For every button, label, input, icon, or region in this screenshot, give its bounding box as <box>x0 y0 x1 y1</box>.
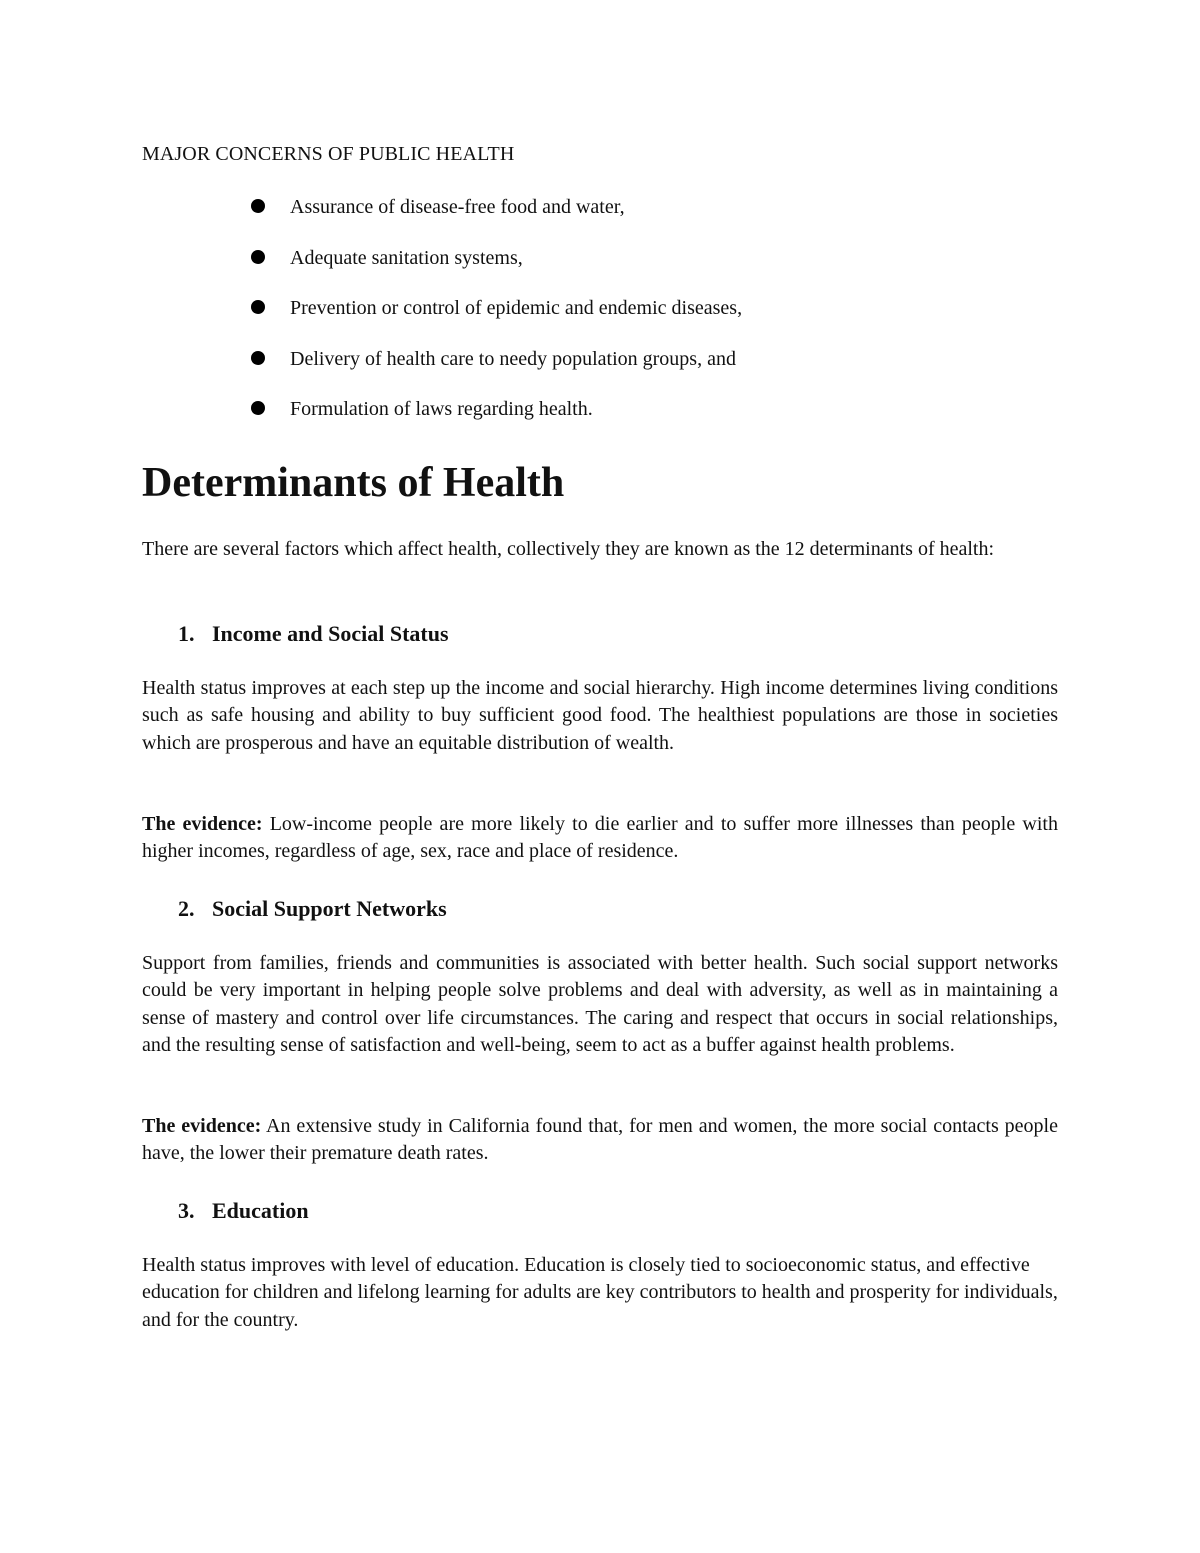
list-item <box>142 395 742 446</box>
evidence-label: The evidence: <box>142 1115 262 1137</box>
list-item-text: Delivery of health care to needy population groups, and <box>290 347 736 370</box>
section-heading-social-support <box>178 894 447 924</box>
bullet-icon <box>251 250 265 264</box>
section-title: Education <box>212 1198 309 1223</box>
bullet-icon <box>251 351 265 365</box>
section-title: Income and Social Status <box>212 621 449 646</box>
list-item <box>142 294 742 345</box>
list-item <box>142 193 742 244</box>
list-item <box>142 345 742 396</box>
section-heading-income <box>178 619 449 649</box>
bullet-icon <box>251 401 265 415</box>
list-item-text: Assurance of disease-free food and water, <box>290 196 625 218</box>
evidence-text: An extensive study in California found that, for men and women, the more social contacts people have, the lower their premature death rates. <box>142 1115 1058 1165</box>
section-body-income: Health status improves at each step up the income and social hierarchy. High income determines living conditions such as safe housing and ability to buy sufficient good food. The healthiest populations are those in societies which are prosperous and have an equitable distribution of wealth. <box>142 677 1058 754</box>
major-concerns-list <box>142 193 742 446</box>
section-body-social-support: Support from families, friends and communities is associated with better health. Such social support networks could be very important in helping people solve problems and deal with adversity, as well as in maintaining a sense of mastery and control over life circumstances. The caring and respect that occurs in social relationships, and the resulting sense of satisfaction and well-being, seem to act as a buffer against health problems. <box>142 952 1058 1056</box>
evidence-text: Low-income people are more likely to die earlier and to suffer more illnesses than people with higher incomes, regardless of age, sex, race and place of residence. <box>142 813 1058 863</box>
list-item-text: Adequate sanitation systems, <box>290 246 523 269</box>
major-concerns-title: MAJOR CONCERNS OF PUBLIC HEALTH <box>142 143 515 165</box>
list-item <box>142 244 742 295</box>
bullet-icon <box>251 199 265 213</box>
list-item-text: Formulation of laws regarding health. <box>290 398 593 420</box>
evidence-label: The evidence: <box>142 813 263 835</box>
determinants-heading: Determinants of Health <box>142 460 565 506</box>
list-item-text: Prevention or control of epidemic and endemic diseases, <box>290 297 743 319</box>
section-body-education: Health status improves with level of education. Education is closely tied to socioeconomic status, and effective education for children and lifelong learning for adults are key contributors to health and prosperity for individuals, and for the country. <box>142 1254 1058 1331</box>
section-number: 3. <box>178 1198 195 1223</box>
bullet-icon <box>251 300 265 314</box>
evidence-social-support <box>142 1113 1058 1168</box>
determinants-intro: There are several factors which affect health, collectively they are known as the 12 determinants of health: <box>142 538 995 560</box>
evidence-income <box>142 811 1058 866</box>
section-number: 1. <box>178 621 195 646</box>
section-heading-education <box>178 1196 309 1226</box>
section-title: Social Support Networks <box>212 896 447 921</box>
section-number: 2. <box>178 896 195 921</box>
